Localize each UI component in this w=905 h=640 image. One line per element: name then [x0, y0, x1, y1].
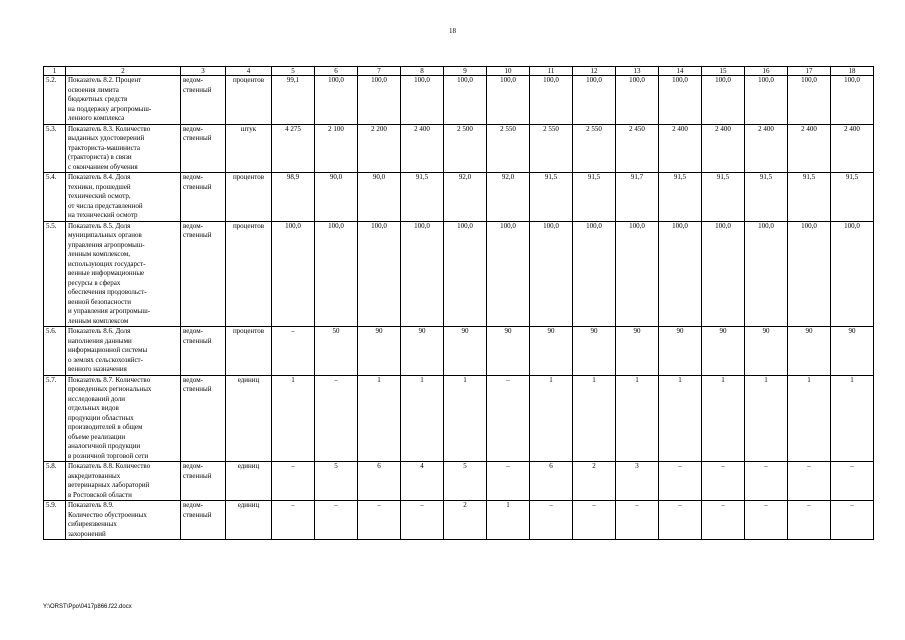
value-cell: 90 — [831, 327, 874, 376]
value-cell: 90 — [788, 327, 831, 376]
column-number-header: 6 — [315, 67, 358, 76]
value-cell: 100,0 — [530, 221, 573, 327]
column-number-header: 1 — [44, 67, 66, 76]
value-cell: 98,9 — [272, 173, 315, 222]
value-cell: 91,5 — [831, 173, 874, 222]
value-cell: – — [401, 501, 444, 540]
value-cell: 100,0 — [444, 221, 487, 327]
value-cell: 100,0 — [788, 76, 831, 125]
table-row — [44, 327, 874, 376]
value-cell: 91,5 — [573, 173, 616, 222]
indicator-name-cell: Показатель 8.9. Количество обустроенных сибиреязвенных захоронений — [66, 501, 181, 540]
row-number-cell: 5.4. — [44, 173, 66, 222]
value-cell: 100,0 — [487, 76, 530, 125]
value-cell: – — [831, 501, 874, 540]
value-cell: 100,0 — [573, 76, 616, 125]
column-number-header: 11 — [530, 67, 573, 76]
value-cell: 2 550 — [530, 124, 573, 173]
value-cell: 1 — [616, 375, 659, 462]
indicator-name-cell: Показатель 8.7. Количество проведенных региональных исследований доли отдельных видов продукции областных производителей в общем объеме реализации аналогичной продукции в розничной торговой сети — [66, 375, 181, 462]
unit-cell: процентов — [226, 173, 272, 222]
value-cell: – — [702, 462, 745, 501]
value-cell: 100,0 — [358, 76, 401, 125]
value-cell: – — [530, 501, 573, 540]
indicator-source-cell: ведом- ственный — [181, 327, 226, 376]
value-cell: 100,0 — [573, 221, 616, 327]
row-number-cell: 5.9. — [44, 501, 66, 540]
value-cell: 1 — [745, 375, 788, 462]
unit-cell: процентов — [226, 221, 272, 327]
value-cell: – — [659, 462, 702, 501]
value-cell: 100,0 — [444, 76, 487, 125]
value-cell: 4 275 — [272, 124, 315, 173]
value-cell: 91,5 — [659, 173, 702, 222]
file-path-footer: Y:\ORST\Ppo\0417p866.f22.docx — [43, 604, 132, 610]
indicator-name-cell: Показатель 8.2. Процент освоения лимита бюджетных средств на поддержку агропромыш- ленного комплекса — [66, 76, 181, 125]
value-cell: 100,0 — [745, 221, 788, 327]
value-cell: 100,0 — [315, 76, 358, 125]
unit-cell: штук — [226, 124, 272, 173]
value-cell: 2 400 — [401, 124, 444, 173]
indicator-source-cell: ведом- ственный — [181, 462, 226, 501]
unit-cell: единиц — [226, 375, 272, 462]
value-cell: 2 400 — [702, 124, 745, 173]
value-cell: 90 — [659, 327, 702, 376]
value-cell: 2 450 — [616, 124, 659, 173]
value-cell: 100,0 — [659, 221, 702, 327]
value-cell: – — [272, 462, 315, 501]
value-cell: – — [573, 501, 616, 540]
value-cell: 2 400 — [745, 124, 788, 173]
indicator-name-cell: Показатель 8.6. Доля наполнения данными информационной системы о землях сельскохозяйст- венного назначения — [66, 327, 181, 376]
value-cell: 90,0 — [315, 173, 358, 222]
value-cell: 100,0 — [659, 76, 702, 125]
value-cell: 92,0 — [487, 173, 530, 222]
value-cell: – — [659, 501, 702, 540]
value-cell: – — [272, 501, 315, 540]
value-cell: 100,0 — [272, 221, 315, 327]
column-number-header: 18 — [831, 67, 874, 76]
value-cell: 91,5 — [401, 173, 444, 222]
value-cell: 2 550 — [573, 124, 616, 173]
value-cell: 100,0 — [702, 76, 745, 125]
value-cell: – — [788, 462, 831, 501]
unit-cell: процентов — [226, 76, 272, 125]
value-cell: 92,0 — [444, 173, 487, 222]
row-number-cell: 5.7. — [44, 375, 66, 462]
value-cell: 91,7 — [616, 173, 659, 222]
column-number-row — [44, 67, 874, 76]
column-number-header: 2 — [66, 67, 181, 76]
indicator-source-cell: ведом- ственный — [181, 375, 226, 462]
table-row — [44, 173, 874, 222]
value-cell: 90 — [702, 327, 745, 376]
value-cell: 99,1 — [272, 76, 315, 125]
value-cell: 2 — [573, 462, 616, 501]
value-cell: – — [487, 462, 530, 501]
value-cell: 100,0 — [487, 221, 530, 327]
value-cell: 100,0 — [745, 76, 788, 125]
indicator-source-cell: ведом- ственный — [181, 76, 226, 125]
column-number-header: 17 — [788, 67, 831, 76]
value-cell: 1 — [530, 375, 573, 462]
value-cell: 100,0 — [616, 221, 659, 327]
row-number-cell: 5.6. — [44, 327, 66, 376]
value-cell: 91,5 — [788, 173, 831, 222]
value-cell: 5 — [315, 462, 358, 501]
value-cell: 1 — [444, 375, 487, 462]
value-cell: 4 — [401, 462, 444, 501]
row-number-cell: 5.5. — [44, 221, 66, 327]
column-number-header: 16 — [745, 67, 788, 76]
value-cell: 91,5 — [530, 173, 573, 222]
unit-cell: единиц — [226, 501, 272, 540]
value-cell: 1 — [831, 375, 874, 462]
value-cell: 1 — [358, 375, 401, 462]
indicator-name-cell: Показатель 8.5. Доля муниципальных органов управления агропромыш- ленным комплексом, использующих государст- венные информационные ресурсы в сферах обеспечения продовольст- венной безопасности и управления агропромыш- ленным комплексом — [66, 221, 181, 327]
value-cell: 91,5 — [745, 173, 788, 222]
value-cell: 2 200 — [358, 124, 401, 173]
value-cell: 2 550 — [487, 124, 530, 173]
value-cell: 100,0 — [358, 221, 401, 327]
column-number-header: 13 — [616, 67, 659, 76]
row-number-cell: 5.3. — [44, 124, 66, 173]
column-number-header: 4 — [226, 67, 272, 76]
table-row — [44, 221, 874, 327]
value-cell: 5 — [444, 462, 487, 501]
column-number-header: 9 — [444, 67, 487, 76]
value-cell: 3 — [616, 462, 659, 501]
value-cell: 90 — [487, 327, 530, 376]
column-number-header: 3 — [181, 67, 226, 76]
value-cell: 1 — [702, 375, 745, 462]
value-cell: 100,0 — [315, 221, 358, 327]
value-cell: – — [487, 375, 530, 462]
value-cell: – — [358, 501, 401, 540]
column-number-header: 10 — [487, 67, 530, 76]
indicator-source-cell: ведом- ственный — [181, 221, 226, 327]
value-cell: 100,0 — [530, 76, 573, 125]
value-cell: – — [745, 462, 788, 501]
indicator-source-cell: ведом- ственный — [181, 173, 226, 222]
value-cell: 100,0 — [831, 76, 874, 125]
column-number-header: 8 — [401, 67, 444, 76]
row-number-cell: 5.8. — [44, 462, 66, 501]
page-number: 18 — [449, 27, 456, 35]
value-cell: 100,0 — [401, 221, 444, 327]
table-row — [44, 501, 874, 540]
indicator-name-cell: Показатель 8.3. Количество выданных удостоверений тракториста-машиниста (тракториста) в связи с окончанием обучения — [66, 124, 181, 173]
value-cell: 6 — [530, 462, 573, 501]
table-row — [44, 462, 874, 501]
value-cell: 100,0 — [702, 221, 745, 327]
indicator-source-cell: ведом- ственный — [181, 501, 226, 540]
value-cell: – — [788, 501, 831, 540]
table-row — [44, 375, 874, 462]
value-cell: 100,0 — [831, 221, 874, 327]
value-cell: 1 — [659, 375, 702, 462]
row-number-cell: 5.2. — [44, 76, 66, 125]
value-cell: 100,0 — [616, 76, 659, 125]
value-cell: 90 — [573, 327, 616, 376]
value-cell: 2 400 — [788, 124, 831, 173]
value-cell: – — [745, 501, 788, 540]
value-cell: 1 — [487, 501, 530, 540]
value-cell: 2 100 — [315, 124, 358, 173]
indicators-table — [43, 66, 874, 540]
value-cell: – — [315, 501, 358, 540]
value-cell: 1 — [272, 375, 315, 462]
value-cell: 91,5 — [702, 173, 745, 222]
value-cell: 2 500 — [444, 124, 487, 173]
unit-cell: единиц — [226, 462, 272, 501]
value-cell: 1 — [788, 375, 831, 462]
value-cell: 100,0 — [788, 221, 831, 327]
value-cell: 1 — [573, 375, 616, 462]
value-cell: 2 400 — [659, 124, 702, 173]
value-cell: – — [315, 375, 358, 462]
table-row — [44, 76, 874, 125]
column-number-header: 12 — [573, 67, 616, 76]
value-cell: 90 — [444, 327, 487, 376]
column-number-header: 5 — [272, 67, 315, 76]
column-number-header: 14 — [659, 67, 702, 76]
value-cell: – — [272, 327, 315, 376]
table-row — [44, 124, 874, 173]
value-cell: 90 — [745, 327, 788, 376]
value-cell: 90 — [616, 327, 659, 376]
column-number-header: 7 — [358, 67, 401, 76]
value-cell: 90 — [401, 327, 444, 376]
value-cell: 1 — [401, 375, 444, 462]
unit-cell: процентов — [226, 327, 272, 376]
value-cell: 100,0 — [401, 76, 444, 125]
value-cell: 50 — [315, 327, 358, 376]
value-cell: – — [702, 501, 745, 540]
column-number-header: 15 — [702, 67, 745, 76]
value-cell: 2 — [444, 501, 487, 540]
value-cell: 90 — [530, 327, 573, 376]
value-cell: – — [831, 462, 874, 501]
value-cell: 2 400 — [831, 124, 874, 173]
indicator-source-cell: ведом- ственный — [181, 124, 226, 173]
indicator-name-cell: Показатель 8.8. Количество аккредитованных ветеринарных лабораторий в Ростовской области — [66, 462, 181, 501]
value-cell: 6 — [358, 462, 401, 501]
value-cell: 90 — [358, 327, 401, 376]
indicator-name-cell: Показатель 8.4. Доля техники, прошедшей технический осмотр, от числа представленной на технический осмотр — [66, 173, 181, 222]
value-cell: – — [616, 501, 659, 540]
value-cell: 90,0 — [358, 173, 401, 222]
